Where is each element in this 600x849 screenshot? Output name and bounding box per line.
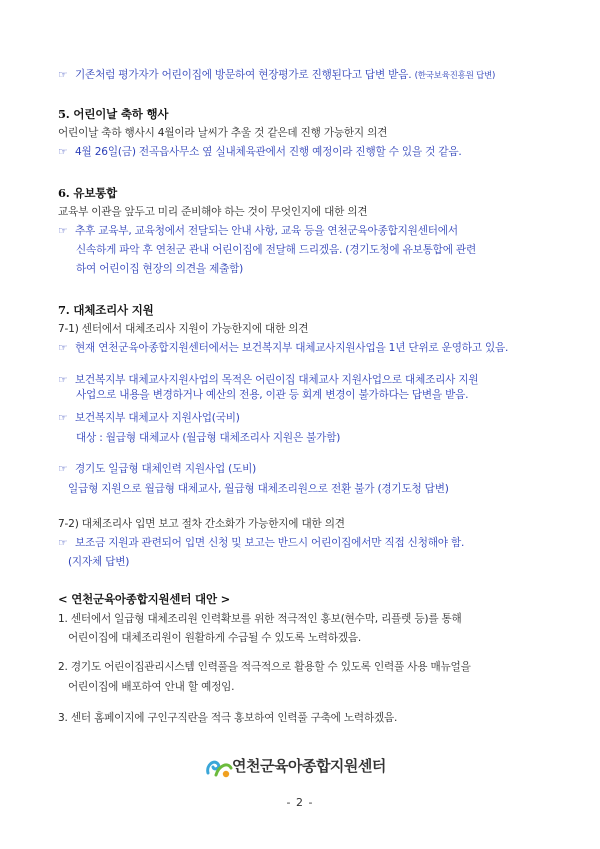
section-7-1-question: 7-1) 센터에서 대체조리사 지원이 가능한지에 대한 의견 bbox=[58, 323, 309, 335]
section-7-1-answer: ☞ 현재 연천군육아종합지원센터에서는 보건복지부 대체교사지원사업을 1년 단위로 운영하고 있음. bbox=[58, 342, 509, 354]
section-5-answer: ☞ 4월 26일(금) 전곡읍사무소 옆 실내체육관에서 진행 예정이라 진행할 수 있을 것 같음. bbox=[58, 146, 462, 158]
section-7-2-question: 7-2) 대체조리사 입면 보고 절차 간소화가 가능한지에 대한 의견 bbox=[58, 518, 345, 530]
pointing-hand-icon: ☞ bbox=[58, 146, 68, 158]
pointing-hand-icon: ☞ bbox=[58, 225, 68, 237]
page-number: - 2 - bbox=[286, 796, 314, 809]
pointing-hand-icon: ☞ bbox=[58, 342, 68, 354]
section-6-answer-cont: 하여 어린이집 현장의 의견을 제출함) bbox=[76, 263, 244, 275]
plan-item-2-cont: 어린이집에 배포하여 안내 할 예정임. bbox=[68, 681, 235, 693]
section-6-answer: ☞ 추후 교육부, 교육청에서 전달되는 안내 사항, 교육 등을 연천군육아종합지원센터에서 bbox=[58, 225, 458, 237]
plan-item-3: 3. 센터 홈페이지에 구인구직란을 적극 홍보하여 인력풀 구축에 노력하겠음. bbox=[58, 712, 398, 724]
section-5-question: 어린이날 축하 행사시 4월이라 날씨가 추울 것 같은데 진행 가능한지 의견 bbox=[58, 127, 388, 139]
pointing-hand-icon: ☞ bbox=[58, 537, 68, 549]
pointing-hand-icon: ☞ bbox=[58, 463, 68, 475]
section-7-1-answer-2-cont: 사업으로 내용을 변경하거나 예산의 전용, 이관 등 회계 변경이 불가하다는 답변을 받음. bbox=[76, 389, 469, 401]
section-7-1-answer-3-detail: 대상 : 월급형 대체교사 (월급형 대체조리사 지원은 불가함) bbox=[76, 432, 341, 444]
section-6-question: 교육부 이관을 앞두고 미리 준비해야 하는 것이 무엇인지에 대한 의견 bbox=[58, 206, 368, 218]
section-7-2-answer-cont: (지자체 답변) bbox=[68, 556, 130, 568]
section-7-1-answer-4: ☞ 경기도 일급형 대체인력 지원사업 (도비) bbox=[58, 463, 257, 475]
center-logo-text: 연천군육아종합지원센터 bbox=[232, 757, 386, 775]
section-7-title: 7. 대체조리사 지원 bbox=[58, 303, 154, 317]
pointing-hand-icon: ☞ bbox=[58, 69, 68, 81]
section-5-title: 5. 어린이날 축하 행사 bbox=[58, 107, 169, 121]
section-7-1-answer-2: ☞ 보건복지부 대체교사지원사업의 목적은 어린이집 대체교사 지원사업으로 대체조리사 지원 bbox=[58, 374, 479, 386]
top-answer-line: ☞ 기존처럼 평가자가 어린이집에 방문하여 현장평가로 진행된다고 답변 받음. (한국보육진흥원 답변) bbox=[58, 69, 496, 81]
plan-item-2: 2. 경기도 어린이집관리시스템 인력풀을 적극적으로 활용할 수 있도록 인력풀 사용 매뉴얼을 bbox=[58, 661, 471, 673]
section-6-answer-cont: 신속하게 파악 후 연천군 관내 어린이집에 전달해 드리겠음. (경기도청에 유보통합에 관련 bbox=[76, 244, 476, 256]
section-7-2-answer: ☞ 보조금 지원과 관련되어 입면 신청 및 보고는 반드시 어린이집에서만 직접 신청해야 함. bbox=[58, 537, 465, 549]
plan-item-1: 1. 센터에서 일급형 대체조리원 인력확보를 위한 적극적인 홍보(현수막, 리플렛 등)를 통해 bbox=[58, 613, 462, 625]
pointing-hand-icon: ☞ bbox=[58, 412, 68, 424]
section-7-1-answer-4-detail: 일급형 지원으로 월급형 대체교사, 월급형 대체조리원으로 전환 불가 (경기도청 답변) bbox=[68, 483, 449, 495]
plan-title: < 연천군육아종합지원센터 대안 > bbox=[58, 592, 231, 606]
pointing-hand-icon: ☞ bbox=[58, 374, 68, 386]
section-6-title: 6. 유보통합 bbox=[58, 186, 118, 200]
plan-item-1-cont: 어린이집에 대체조리원이 원활하게 수급될 수 있도록 노력하겠음. bbox=[68, 632, 362, 644]
section-7-1-answer-3: ☞ 보건복지부 대체교사 지원사업(국비) bbox=[58, 412, 240, 424]
